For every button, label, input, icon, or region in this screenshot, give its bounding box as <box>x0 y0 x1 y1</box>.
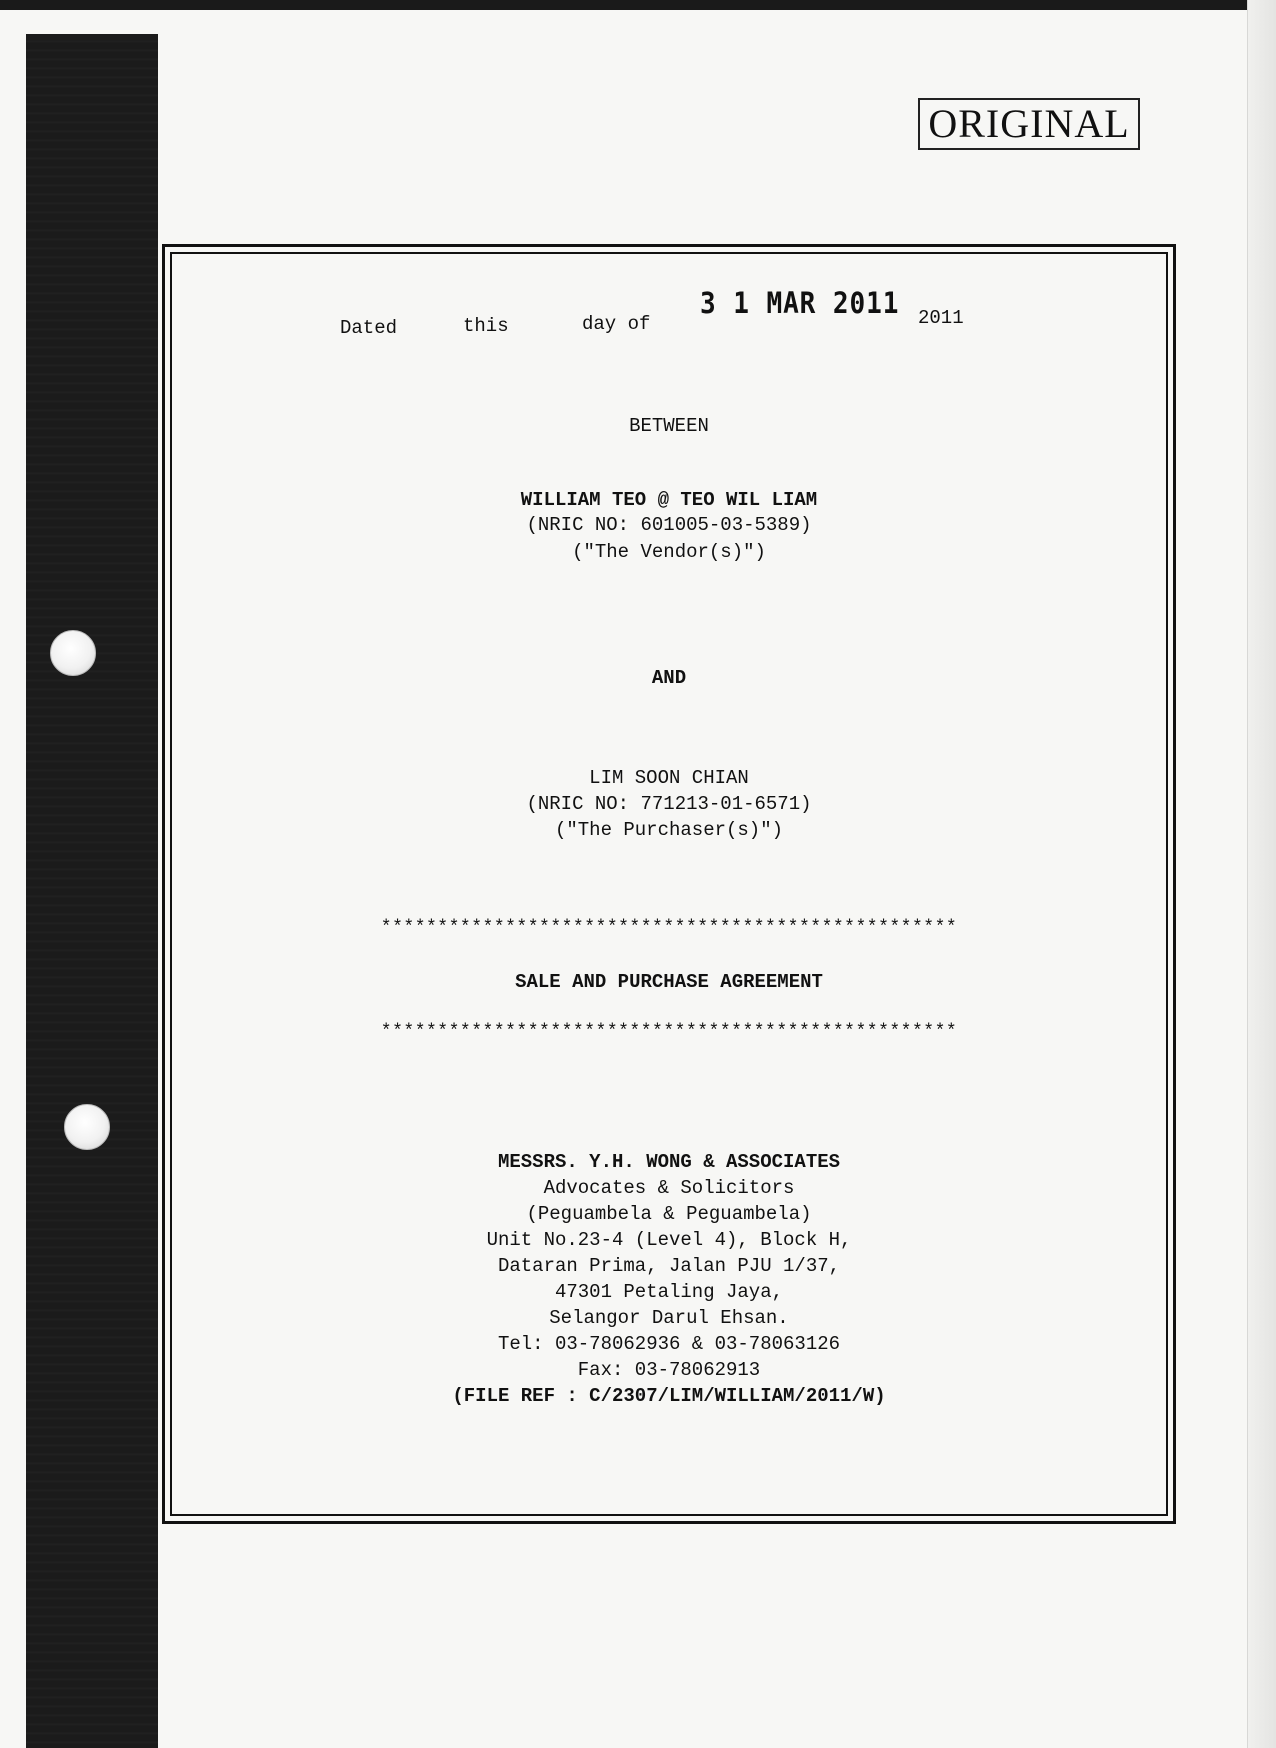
dated-label: Dated <box>340 317 398 339</box>
date-stamp: 3 1 MAR 2011 <box>700 286 900 320</box>
this-label: this <box>463 315 509 337</box>
day-of-label: day of <box>582 313 651 335</box>
and-heading: AND <box>651 667 687 689</box>
scan-right-edge <box>1247 0 1276 1748</box>
separator-bottom: *************************************************** <box>380 1022 958 1042</box>
purchaser-name: LIM SOON CHIAN <box>589 767 749 789</box>
firm-name: MESSRS. Y.H. WONG & ASSOCIATES <box>497 1151 841 1173</box>
firm-profession: Advocates & Solicitors <box>543 1177 795 1199</box>
binding-strip <box>26 34 158 1748</box>
purchaser-role: ("The Purchaser(s)") <box>554 819 784 841</box>
firm-profession-malay: (Peguambela & Peguambela) <box>526 1203 812 1225</box>
vendor-name: WILLIAM TEO @ TEO WIL LIAM <box>520 489 818 511</box>
firm-tel: Tel: 03-78062936 & 03-78063126 <box>497 1333 841 1355</box>
firm-fax: Fax: 03-78062913 <box>577 1359 761 1381</box>
file-reference: (FILE REF : C/2307/LIM/WILLIAM/2011/W) <box>452 1385 886 1407</box>
scan-top-edge <box>0 0 1276 10</box>
vendor-role: ("The Vendor(s)") <box>572 541 766 563</box>
firm-address-line-4: Selangor Darul Ehsan. <box>549 1307 789 1329</box>
between-heading: BETWEEN <box>629 415 709 437</box>
punch-hole-top <box>50 630 96 676</box>
separator-top: *************************************************** <box>380 918 958 938</box>
punch-hole-bottom <box>64 1104 110 1150</box>
original-stamp: ORIGINAL <box>918 98 1140 150</box>
vendor-nric: (NRIC NO: 601005-03-5389) <box>526 514 812 536</box>
purchaser-nric: (NRIC NO: 771213-01-6571) <box>526 793 812 815</box>
firm-address-line-1: Unit No.23-4 (Level 4), Block H, <box>486 1229 852 1251</box>
firm-address-line-3: 47301 Petaling Jaya, <box>554 1281 784 1303</box>
year-label: 2011 <box>918 307 964 329</box>
firm-address-line-2: Dataran Prima, Jalan PJU 1/37, <box>497 1255 841 1277</box>
agreement-title: SALE AND PURCHASE AGREEMENT <box>515 971 823 993</box>
